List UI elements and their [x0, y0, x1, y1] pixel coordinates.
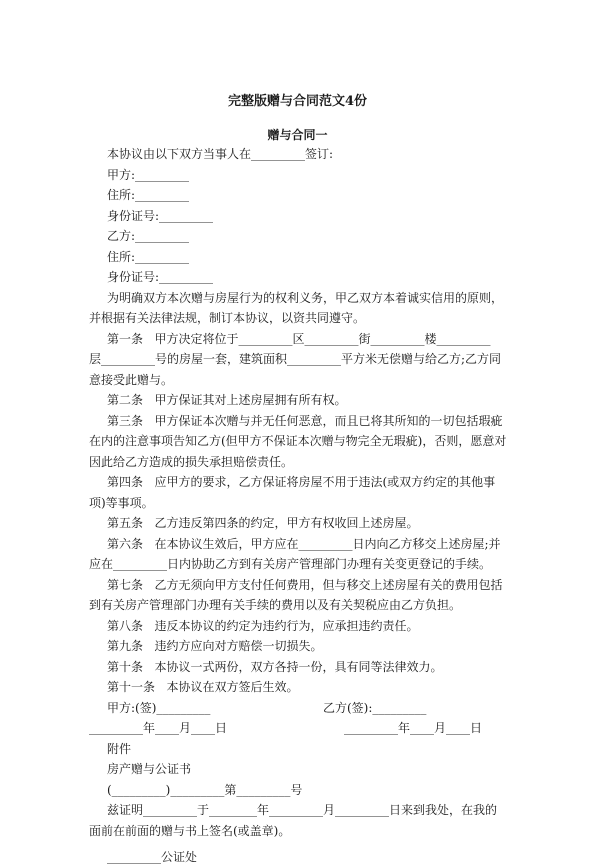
clause-8: 第八条 违反本协议的约定为违约行为，应承担违约责任。 [107, 618, 419, 633]
party-a-date: _________年____月____日 [89, 721, 228, 735]
clause-1-cont: 层_________号的房屋一套，建筑面积_________平方米无偿赠与给乙方;乙方同 [89, 352, 502, 366]
clause-2: 第二条 甲方保证其对上述房屋拥有所有权。 [107, 393, 347, 407]
document-body [89, 144, 509, 868]
attachment-label: 附件 [107, 741, 132, 756]
preamble-line: 并根据有关法律法规，制订本协议，以资共同遵守。 [89, 311, 366, 325]
certificate-text-cont: 面前在前面的赠与书上签名(或盖章)。 [89, 823, 291, 838]
party-b-id: 身份证号:_________ [107, 270, 214, 284]
party-b-address: 住所:_________ [107, 249, 190, 264]
signature-date-row [89, 718, 509, 739]
notary-office: _________公证处 [107, 850, 198, 864]
clause-4: 第四条 应甲方的要求，乙方保证将房屋不用于违法(或双方约定的其他事 [107, 475, 496, 489]
party-b-date: _________年____月____日 [344, 721, 483, 735]
party-a-label: 甲方:_________ [107, 167, 190, 182]
notarial-certificate-title: 房产赠与公证书 [107, 762, 192, 776]
clause-10: 第十条 本协议一式两份，双方各持一份，具有同等法律效力。 [107, 659, 443, 674]
party-a-address: 住所:_________ [107, 188, 190, 202]
clause-6: 第六条 在本协议生效后，甲方应在_________日内向乙方移交上述房屋;并 [107, 536, 501, 551]
party-a-id: 身份证号:_________ [107, 208, 214, 223]
clause-7-cont: 到有关房产管理部门办理有关手续的费用以及有关契税应由乙方负担。 [89, 598, 462, 612]
party-a-signature: 甲方:(签)_________ [107, 700, 211, 715]
preamble-line: 为明确双方本次赠与房屋行为的权利义务，甲乙双方本着诚实信用的原则， [107, 290, 504, 305]
clause-7: 第七条 乙方无须向甲方支付任何费用，但与移交上述房屋有关的费用包括 [107, 577, 503, 592]
document-title: 完整版赠与合同范文4份 [227, 94, 368, 109]
clause-3: 第三条 甲方保证本次赠与并无任何恶意，而且已将其所知的一切包括瑕疵 [107, 413, 503, 428]
clause-1-cont: 意接受此赠与。 [89, 372, 174, 387]
clause-1: 第一条 甲方决定将位于_________区_________街_________楼_________ [107, 331, 491, 346]
clause-6-cont: 应在_________日内协助乙方到有关房产管理部门办理有关变更登记的手续。 [89, 557, 492, 571]
clause-9: 第九条 违约方应向对方赔偿一切损失。 [107, 639, 323, 653]
clause-11: 第十一条 本协议在双方签后生效。 [107, 680, 299, 694]
signature-row [89, 698, 509, 719]
section-title: 赠与合同一 [267, 128, 328, 142]
certificate-text: 兹证明_________于________年_________月_________日来到我处，在我的 [107, 803, 498, 817]
clause-3-cont: 在内的注意事项告知乙方(但甲方不保证本次赠与物完全无瑕疵)，否则，愿意对 [89, 434, 507, 448]
party-b-label: 乙方:_________ [107, 229, 190, 243]
intro-line: 本协议由以下双方当事人在_________签订: [107, 147, 334, 161]
clause-4-cont: 项)等事项。 [89, 495, 154, 510]
clause-5: 第五条 乙方违反第四条的约定，甲方有权收回上述房屋。 [107, 516, 419, 530]
clause-3-cont: 因此给乙方造成的损失承担赔偿责任。 [89, 454, 294, 469]
party-b-signature: 乙方(签):_________ [323, 700, 427, 715]
certificate-number: (_________)_________第_________号 [107, 782, 303, 797]
